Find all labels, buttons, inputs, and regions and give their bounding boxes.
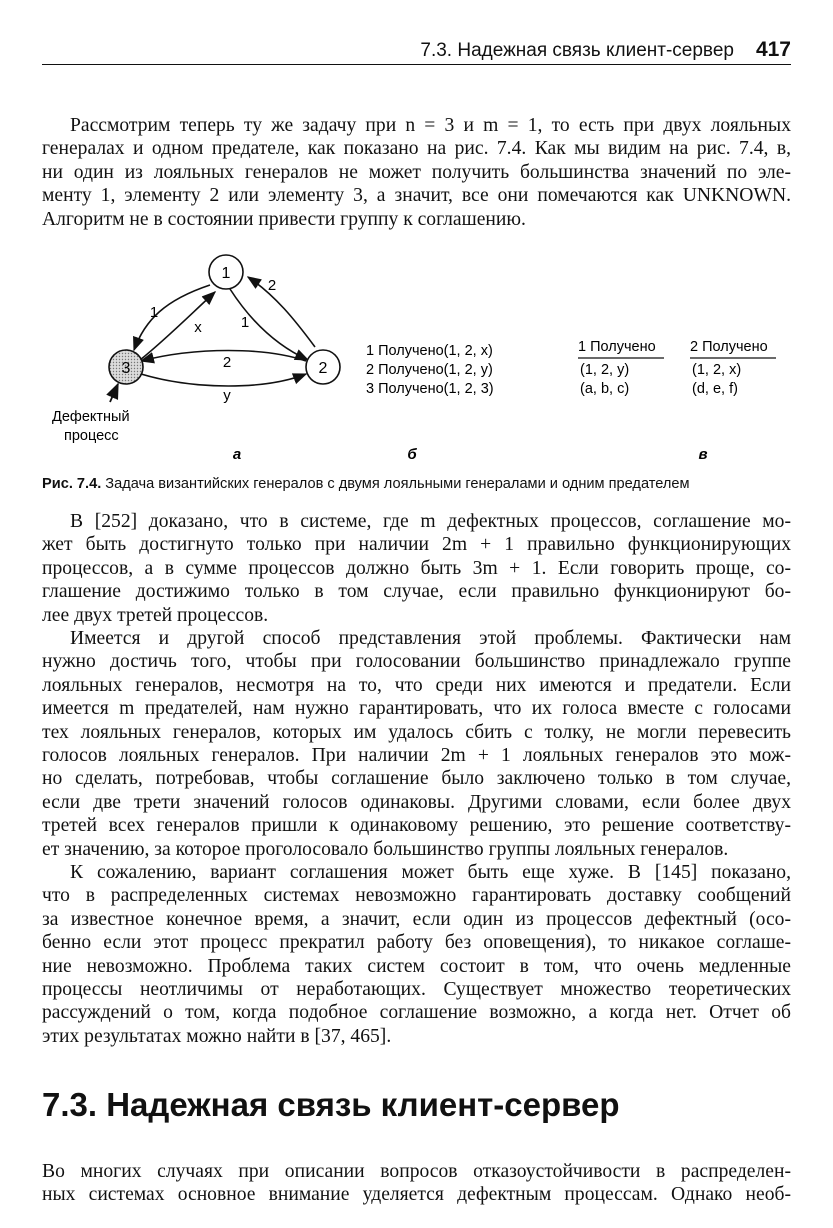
panel-letter-b: б xyxy=(407,446,417,463)
text-line: К сожалению, вариант соглашения может быть еще хуже. В [145] показано, xyxy=(70,862,791,883)
text-line: менту 1, элементу 2 или элементу 3, а значит, все они помечаются как UNKNOWN. xyxy=(42,185,791,207)
text-line: ние невозможно. Проблема таких систем состоит в том, что очень медленные xyxy=(42,955,791,977)
text-line: но сделать, потребовав, чтобы соглашение было заключено только в том случае, xyxy=(42,768,791,790)
caption-label: Рис. 7.4. xyxy=(42,476,102,492)
faulty-process-label: процесс xyxy=(64,428,119,444)
panel-letter-a: а xyxy=(232,446,242,463)
panel-b-line: 1 Получено(1, 2, x) xyxy=(366,343,493,359)
edge-2-to-1 xyxy=(248,277,315,347)
text-line: В [252] доказано, что в системе, где m дефектных процессов, соглашение мо- xyxy=(70,511,791,532)
text-line: жет быть достигнуто только при наличии 2m + 1 правильно функционирующих xyxy=(42,534,791,556)
figure-caption xyxy=(42,476,802,492)
text-line: ни один из лояльных генералов не может получить большинства значений по эле- xyxy=(42,161,791,183)
text-line: нужно достичь того, чтобы при голосовании большинство принадлежало группе xyxy=(42,651,791,673)
paragraph-1 xyxy=(42,510,791,627)
edge-label: 1 xyxy=(240,314,250,331)
node-2-label: 2 xyxy=(318,360,328,377)
text-line: голосов лояльных генералов. При наличии 2m + 1 лояльных генералов это мож- xyxy=(42,745,791,767)
panel-letter-v: в xyxy=(698,446,708,463)
panel-v-row: (1, 2, x) xyxy=(692,362,742,378)
edge-label: 1 xyxy=(149,304,159,321)
text-line: лее двух третей процессов. xyxy=(42,604,269,626)
edge-3-to-2 xyxy=(141,374,306,386)
text-line: если две трети значений голосов одинаковы. Другими словами, если более двух xyxy=(42,791,791,813)
text-line: ных системах основное внимание уделяется дефектным процессам. Однако необ- xyxy=(42,1184,791,1206)
final-paragraph xyxy=(42,1160,791,1207)
edge-label: 2 xyxy=(222,354,232,371)
panel-v-row: (1, 2, y) xyxy=(580,362,630,378)
text-line: за известное конечное время, а значит, если один из процессов дефектный (осо- xyxy=(42,908,791,930)
panel-v-row: (d, e, f) xyxy=(692,381,738,397)
faulty-pointer-arrow xyxy=(110,384,118,402)
caption-text: Задача византийских генералов с двумя лояльными генералами и одним предателем xyxy=(105,476,690,492)
text-line: генералах и одном предателе, как показано на рис. 7.4. Как мы видим на рис. 7.4, в, xyxy=(42,138,791,160)
edge-3-to-1 xyxy=(134,285,210,350)
figure-7-4 xyxy=(40,250,800,470)
panel-v-row: (a, b, c) xyxy=(580,381,630,397)
text-line: рассуждений о том, когда подобное соглашение возможно, а когда нет. Отчет об xyxy=(42,1002,791,1024)
edge-label: y xyxy=(223,387,231,404)
panel-v-header: 1 Получено xyxy=(578,339,656,355)
edge-label: 2 xyxy=(267,277,277,294)
text-line: Рассмотрим теперь ту же задачу при n = 3 и m = 1, то есть при двух лояльных xyxy=(70,115,791,136)
text-line: Во многих случаях при описании вопросов отказоустойчивости в распределен- xyxy=(42,1161,791,1182)
running-head-title: 7.3. Надежная связь клиент-сервер xyxy=(420,40,734,61)
text-line: что в распределенных системах невозможно гарантировать доставку сообщений xyxy=(42,885,791,907)
text-line: тех лояльных генералов, которых им удалось сбить с толку, не могли перевесить xyxy=(42,721,791,743)
text-line: бенно если этот процесс прекратил работу без оповещения), то никакое соглаше- xyxy=(42,932,791,954)
text-line: третей всех генералов пришли к одинаковому решению, это решение соответству- xyxy=(42,815,791,837)
running-head xyxy=(42,38,791,65)
text-line: имеется m предателей, нам нужно гарантировать, что их голоса вместе с голосами xyxy=(42,698,791,720)
panel-b-line: 2 Получено(1, 2, y) xyxy=(366,362,493,378)
node-1-label: 1 xyxy=(221,265,231,282)
text-line: процессы неотличимы от неработающих. Существует множество теоретических xyxy=(42,979,791,1001)
edge-label: x xyxy=(194,319,202,336)
panel-v-header: 2 Получено xyxy=(690,339,768,355)
text-line: Алгоритм не в состоянии привести группу к соглашению. xyxy=(42,208,526,230)
text-line: Имеется и другой способ представления этой проблемы. Фактически нам xyxy=(70,628,791,649)
faulty-process-label: Дефектный xyxy=(52,409,130,425)
text-line: процессов, а в сумме процессов должно быть 3m + 1. Если говорить проще, со- xyxy=(42,557,791,579)
page-number: 417 xyxy=(755,38,791,61)
intro-paragraph xyxy=(42,114,791,231)
text-line: глашение достижимо только в том случае, если правильно функционируют бо- xyxy=(42,581,791,603)
text-line: лояльных генералов, несмотря на то, что среди них имеются и предатели. Если xyxy=(42,674,791,696)
paragraph-2 xyxy=(42,627,791,861)
text-line: ет значению, за которое проголосовало большинство группы лояльных генералов. xyxy=(42,838,729,860)
edge-1-to-3 xyxy=(140,292,215,360)
text-line: этих результатах можно найти в [37, 465]. xyxy=(42,1025,392,1047)
panel-b-line: 3 Получено(1, 2, 3) xyxy=(366,381,494,397)
section-heading: 7.3. Надежная связь клиент-сервер xyxy=(42,1086,620,1123)
node-3-label: 3 xyxy=(121,360,131,377)
paragraph-3 xyxy=(42,861,791,1048)
